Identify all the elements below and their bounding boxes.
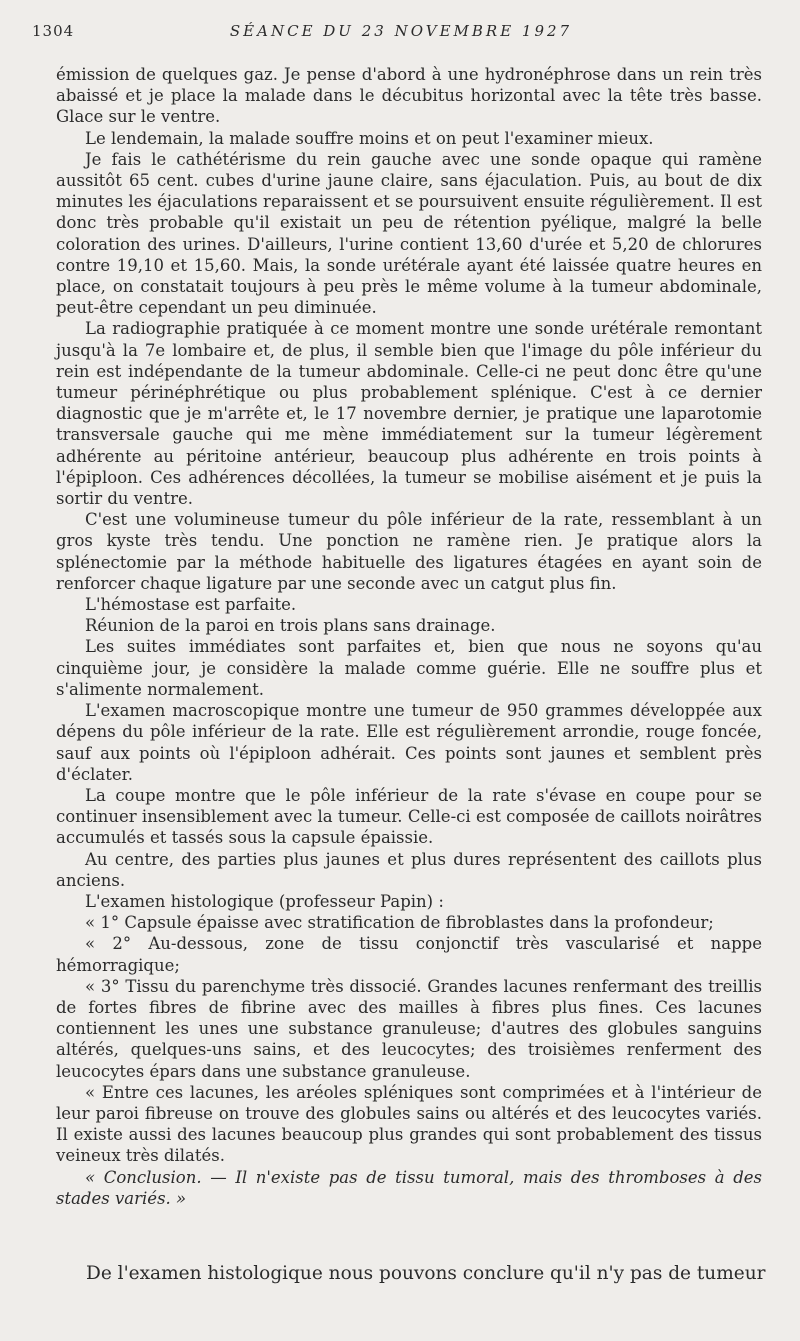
paragraph: Au centre, des parties plus jaunes et plus dures représentent des caillots plus anciens. [56, 849, 762, 890]
paragraph: « 3° Tissu du parenchyme très dissocié. Grandes lacunes renfermant des treillis de fortes fibres de fibrine avec des mailles à fibres plus fines. Ces lacunes contiennent les unes une substance granuleuse; d'autres des globules sanguins altérés, quelques-uns sains, et des leucocytes; des troisièmes renferment des leucocytes épars dans une substance granuleuse. [56, 976, 762, 1081]
paragraph: Le lendemain, la malade souffre moins et on peut l'examiner mieux. [85, 128, 654, 148]
paragraph: Réunion de la paroi en trois plans sans drainage. [85, 616, 496, 636]
paragraph: « 2° Au-dessous, zone de tissu conjonctif très vascularisé et nappe hémorragique; [56, 934, 762, 975]
body-text [56, 64, 762, 1209]
paragraph: Les suites immédiates sont parfaites et, bien que nous ne soyons qu'au cinquième jour, je considère la malade comme guérie. Elle ne souffre plus et s'alimente normalement. [56, 637, 762, 699]
paragraph: « 1° Capsule épaisse avec stratification de fibroblastes dans la profondeur; [85, 913, 714, 933]
paragraph: C'est une volumineuse tumeur du pôle inférieur de la rate, ressemblant à un gros kyste très tendu. Une ponction ne ramène rien. Je pratique alors la splénectomie par la méthode habituelle des ligatures étagées en ayant soin de renforcer chaque ligature par une seconde avec un catgut plus fin. [56, 510, 762, 593]
page-header [30, 18, 772, 46]
paragraph: La coupe montre que le pôle inférieur de la rate s'évase en coupe pour se continuer insensiblement avec la tumeur. Celle-ci est composée de caillots noirâtres accumulés et tassés sous la capsule épaissie. [56, 785, 762, 848]
closing-line: De l'examen histologique nous pouvons conclure qu'il n'y pas de tumeur [86, 1263, 766, 1284]
paragraph: L'examen macroscopique montre une tumeur de 950 grammes développée aux dépens du pôle inférieur de la rate. Elle est régulièrement arrondie, rouge foncée, sauf aux points où l'épiploon adhérait. Ces points sont jaunes et semblent près d'éclater. [56, 701, 762, 784]
paragraph: Je fais le cathétérisme du rein gauche avec une sonde opaque qui ramène aussitôt 65 cent. cubes d'urine jaune claire, sans éjaculation. Puis, au bout de dix minutes les éjaculations reparaissent et se poursuivent ensuite régulièrement. Il est donc très probable qu'il existait un peu de rétention pyélique, malgré la belle coloration des urines. D'ailleurs, l'urine contient 13,60 d'urée et 5,20 de chlorures contre 19,10 et 15,60. Mais, la sonde urétérale ayant été laissée quatre heures en place, on constatait toujours à peu près le même volume à la tumeur abdominale, peut-être cependant un peu diminuée. [56, 149, 762, 318]
page-number: 1304 [32, 22, 75, 40]
paragraph: L'examen histologique (professeur Papin) : [85, 891, 444, 911]
paragraph: émission de quelques gaz. Je pense d'abord à une hydronéphrose dans un rein très abaissé et je place la malade dans le décubitus horizontal avec la tête très basse. Glace sur le ventre. [56, 65, 762, 127]
running-head: SÉANCE DU 23 NOVEMBRE 1927 [229, 22, 573, 40]
conclusion-paragraph: « Conclusion. — Il n'existe pas de tissu tumoral, mais des thromboses à des stades variés. » [56, 1167, 762, 1208]
paragraph: « Entre ces lacunes, les aréoles spléniques sont comprimées et à l'intérieur de leur paroi fibreuse on trouve des globules sains ou altérés et des leucocytes variés. Il existe aussi des lacunes beaucoup plus grandes qui sont probablement des tissus veineux très dilatés. [56, 1082, 762, 1166]
paragraph: La radiographie pratiquée à ce moment montre une sonde urétérale remontant jusqu'à la 7e lombaire et, de plus, il semble bien que l'image du pôle inférieur du rein est indépendante de la tumeur abdominale. Celle-ci ne peut donc être qu'une tumeur périnéphrétique ou plus probablement splénique. C'est à ce dernier diagnostic que je m'arrête et, le 17 novembre dernier, je pratique une laparotomie transversale gauche qui me mène immédiatement sur la tumeur légèrement adhérente au péritoine antérieur, beaucoup plus adhérente en trois points à l'épiploon. Ces adhérences décollées, la tumeur se mobilise aisément et je puis la sortir du ventre. [56, 319, 762, 509]
paragraph: L'hémostase est parfaite. [85, 595, 297, 615]
